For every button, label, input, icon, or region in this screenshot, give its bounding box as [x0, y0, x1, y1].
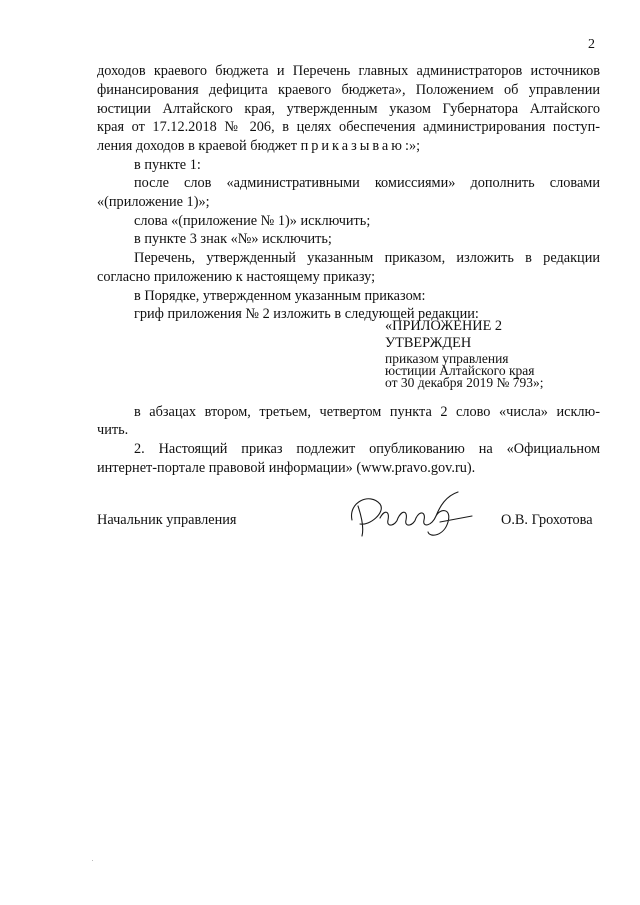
body-line: юстиции Алтайского края, утвержденным указом Губернатора Алтайского	[97, 101, 600, 117]
body-line: в абзацах втором, третьем, четвертом пункта 2 слово «числа» исклю-	[134, 404, 600, 420]
body-line: Перечень, утвержденный указанным приказом, изложить в редакции	[134, 250, 600, 266]
grif-appendix: «ПРИЛОЖЕНИЕ 2	[385, 318, 503, 334]
body-line: доходов краевого бюджета и Перечень главных администраторов источников	[97, 63, 600, 79]
body-line: после слов «административными комиссиями» дополнить словами	[134, 175, 600, 191]
page-number: 2	[588, 37, 595, 52]
signer-name: О.В. Грохотова	[501, 512, 593, 528]
body-text: ления доходов в краевой бюджет	[97, 138, 301, 154]
grif-approved: УТВЕРЖДЕН	[385, 335, 472, 351]
handwritten-signature	[340, 482, 480, 544]
body-line	[97, 137, 600, 155]
signer-position: Начальник управления	[97, 512, 237, 528]
body-line: 2. Настоящий приказ подлежит опубликованию на «Официальном	[134, 441, 600, 457]
body-line: интернет-портале правовой информации» (www.pravo.gov.ru).	[97, 460, 476, 476]
body-line: слова «(приложение № 1)» исключить;	[134, 213, 371, 229]
grif-org: юстиции Алтайского края	[385, 363, 535, 378]
body-text: :»;	[404, 138, 421, 154]
body-line: «(приложение 1)»;	[97, 194, 210, 210]
body-line: гриф приложения № 2 изложить в следующей редакции:	[134, 306, 479, 322]
order-word: приказываю	[300, 138, 405, 154]
body-line: края от 17.12.2018 № 206, в целях обеспечения администрирования поступ-	[97, 119, 600, 135]
scan-speck	[92, 860, 93, 861]
body-line: чить.	[97, 422, 129, 438]
body-line: в Порядке, утвержденном указанным приказом:	[134, 288, 426, 304]
body-line: финансирования дефицита краевого бюджета», Положением об управлении	[97, 82, 600, 98]
body-line: согласно приложению к настоящему приказу;	[97, 269, 376, 285]
body-line: в пункте 1:	[134, 157, 201, 173]
body-line: в пункте 3 знак «№» исключить;	[134, 231, 332, 247]
grif-date: от 30 декабря 2019 № 793»;	[385, 375, 544, 390]
grif-by-order: приказом управления	[385, 351, 509, 366]
